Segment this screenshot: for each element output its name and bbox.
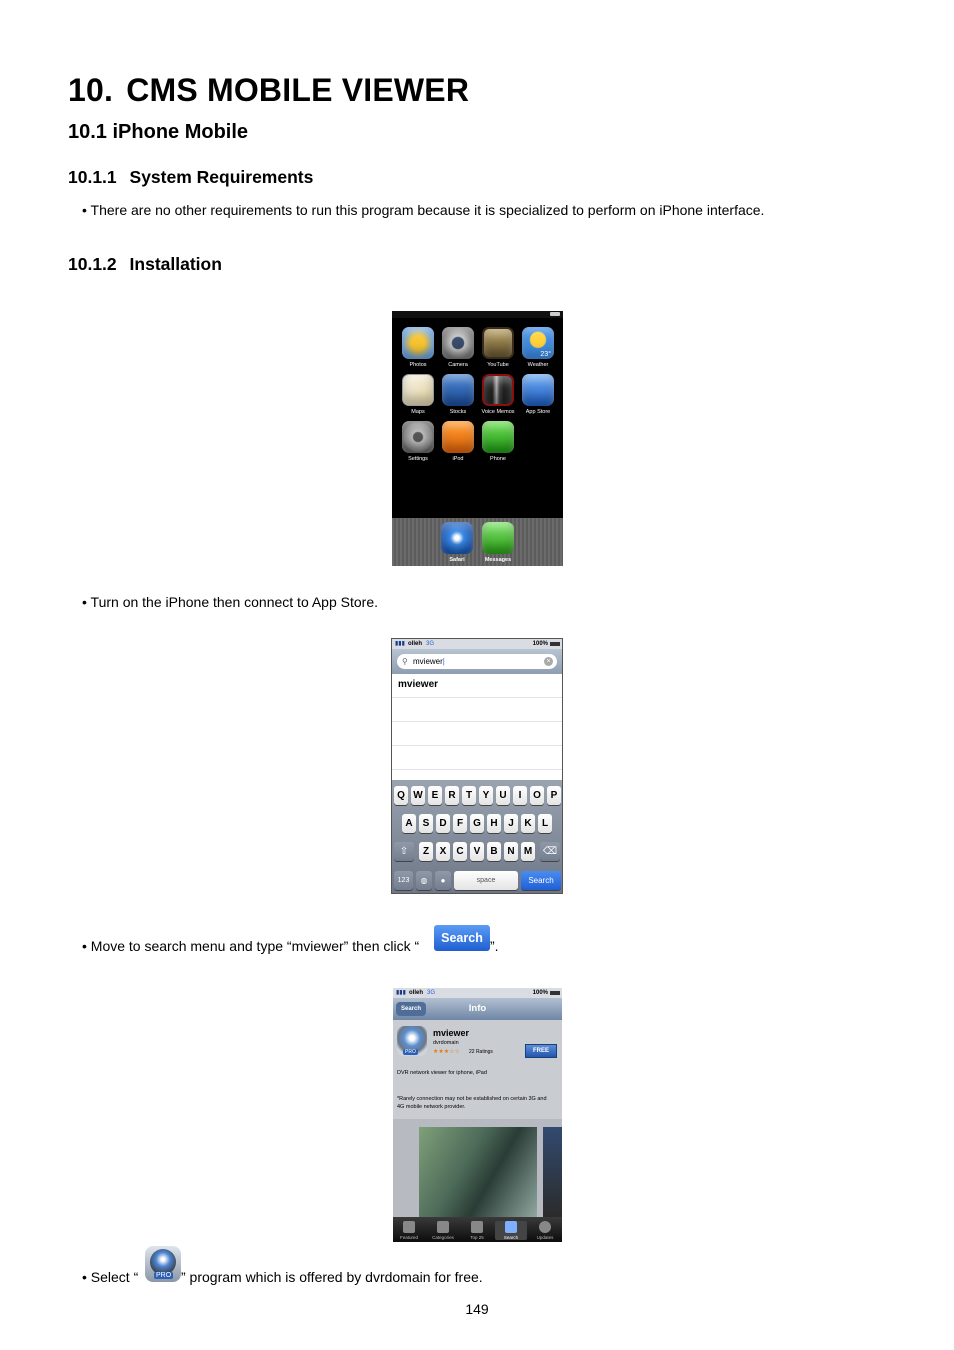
- chapter-title: CMS MOBILE VIEWER: [126, 72, 470, 108]
- status-bar: [393, 988, 562, 998]
- key-y[interactable]: Y: [479, 786, 493, 805]
- search-icon: [505, 1221, 517, 1233]
- key-n[interactable]: N: [504, 842, 518, 861]
- key-b[interactable]: B: [487, 842, 501, 861]
- youtube-icon: [482, 327, 514, 359]
- page-number: 149: [465, 1301, 489, 1317]
- battery-icon: [550, 642, 560, 646]
- developer-name: dvrdomain: [433, 1040, 459, 1046]
- bullet-requirements: • There are no other requirements to run this program because it is specialized to perform on iPhone interface.: [82, 202, 765, 218]
- bullet-select-end: ” program which is offered by dvrdomain for free.: [181, 1269, 483, 1285]
- app-label: Photos: [409, 362, 427, 368]
- gear-icon: [402, 421, 434, 453]
- tab-search[interactable]: Search: [495, 1221, 527, 1240]
- keyboard: [392, 780, 562, 893]
- suggestion-text: mviewer: [398, 679, 439, 690]
- tab-featured[interactable]: Featured: [393, 1221, 425, 1240]
- search-bar: [392, 649, 562, 674]
- globe-icon[interactable]: ◍: [416, 871, 432, 890]
- keyboard-search-key[interactable]: Search: [521, 871, 561, 890]
- subsection-number: 10.1.2: [68, 254, 117, 274]
- bullet-search: [82, 938, 419, 954]
- key-e[interactable]: E: [428, 786, 442, 805]
- network: 3G: [426, 641, 435, 647]
- network: 3G: [427, 990, 436, 996]
- app-label: YouTube: [487, 362, 509, 368]
- description-line: DVR network viewer for iphone, iPad: [397, 1070, 487, 1076]
- app-label: Maps: [411, 409, 425, 415]
- app-label: Messages: [484, 557, 512, 563]
- signal-icon: ▮▮▮: [395, 641, 405, 647]
- iphone-search-screenshot: [391, 638, 563, 894]
- key-s[interactable]: S: [419, 814, 433, 833]
- free-button[interactable]: FREE: [525, 1044, 557, 1058]
- stocks-icon: [442, 374, 474, 406]
- tab-categories[interactable]: Categories: [427, 1221, 459, 1240]
- search-input[interactable]: ⚲ mviewer| ×: [397, 654, 557, 669]
- youtube-app[interactable]: [478, 327, 518, 368]
- key-a[interactable]: A: [402, 814, 416, 833]
- pro-badge: PRO: [405, 1049, 416, 1055]
- weather-app[interactable]: [518, 327, 558, 368]
- status-bar: [392, 639, 562, 649]
- carrier: olleh: [408, 641, 423, 647]
- key-c[interactable]: C: [453, 842, 467, 861]
- featured-icon: [403, 1221, 415, 1233]
- nav-title: Info: [468, 1003, 487, 1014]
- key-t[interactable]: T: [462, 786, 476, 805]
- messages-app[interactable]: [478, 522, 518, 563]
- battery-level: 100%: [532, 990, 548, 996]
- app-label: Safari: [449, 557, 465, 563]
- microphone-icon[interactable]: ●: [435, 871, 451, 890]
- nav-bar: [393, 998, 562, 1020]
- backspace-key[interactable]: ⌫: [540, 842, 560, 861]
- key-v[interactable]: V: [470, 842, 484, 861]
- download-icon: [539, 1221, 551, 1233]
- key-d[interactable]: D: [436, 814, 450, 833]
- photos-icon: [402, 327, 434, 359]
- app-label: Camera: [448, 362, 468, 368]
- bullet-select: • Select “: [82, 1269, 139, 1285]
- app-label: Phone: [490, 456, 506, 462]
- ratings-count: 22 Ratings: [469, 1049, 493, 1055]
- app-label: Settings: [408, 456, 428, 462]
- key-u[interactable]: U: [496, 786, 510, 805]
- numbers-key[interactable]: 123: [394, 871, 413, 890]
- list-item: [392, 722, 562, 746]
- key-h[interactable]: H: [487, 814, 501, 833]
- clear-icon[interactable]: ×: [544, 657, 553, 666]
- preview-image-next: [543, 1127, 562, 1217]
- mviewer-app-icon[interactable]: [397, 1026, 427, 1056]
- description-note: *Rarely connection may not be established on certain 3G and 4G mobile network provider.: [397, 1096, 547, 1110]
- star-rating: ★★★☆☆: [433, 1049, 460, 1055]
- search-icon: ⚲: [402, 657, 408, 666]
- battery-level: 100%: [532, 641, 548, 647]
- app-store-icon: [522, 374, 554, 406]
- microphone-icon: [482, 374, 514, 406]
- subsection-heading-installation: [68, 254, 222, 275]
- section-heading: 10.1 iPhone Mobile: [68, 121, 249, 143]
- status-bar: [392, 311, 563, 318]
- star-icon: [471, 1221, 483, 1233]
- chapter-heading: [68, 72, 469, 109]
- subsection-title: System Requirements: [129, 167, 314, 187]
- chapter-number: 10.: [68, 72, 114, 108]
- phone-icon: [482, 421, 514, 453]
- subsection-number: 10.1.1: [68, 167, 117, 187]
- key-j[interactable]: J: [504, 814, 518, 833]
- tab-updates[interactable]: Updates: [529, 1221, 561, 1240]
- screenshot-gallery[interactable]: [393, 1119, 562, 1217]
- tab-top-25[interactable]: Top 25: [461, 1221, 493, 1240]
- mviewer-pro-icon: [145, 1246, 181, 1282]
- key-k[interactable]: K: [521, 814, 535, 833]
- key-f[interactable]: F: [453, 814, 467, 833]
- dock: [392, 518, 563, 566]
- key-g[interactable]: G: [470, 814, 484, 833]
- stocks-app[interactable]: [438, 374, 478, 415]
- key-r[interactable]: R: [445, 786, 459, 805]
- bullet-text: • Move to search menu and type “mviewer” then click “: [82, 938, 420, 954]
- categories-icon: [437, 1221, 449, 1233]
- key-x[interactable]: X: [436, 842, 450, 861]
- app-label: Stocks: [449, 409, 467, 415]
- ipod-icon: [442, 421, 474, 453]
- key-l[interactable]: L: [538, 814, 552, 833]
- preview-image: [419, 1127, 537, 1217]
- key-m[interactable]: M: [521, 842, 535, 861]
- key-w[interactable]: W: [411, 786, 425, 805]
- compass-icon: [441, 522, 473, 554]
- subsection-title: Installation: [129, 254, 222, 274]
- search-button-image: Search: [434, 925, 490, 951]
- key-z[interactable]: Z: [419, 842, 433, 861]
- tab-bar: [393, 1217, 562, 1242]
- search-query: mviewer: [413, 657, 443, 666]
- maps-app[interactable]: [398, 374, 438, 415]
- message-bubble-icon: [482, 522, 514, 554]
- weather-temp: 23°: [540, 351, 551, 358]
- ipod-app[interactable]: [438, 421, 478, 462]
- key-o[interactable]: O: [530, 786, 544, 805]
- app-store-app[interactable]: [518, 374, 558, 415]
- key-i[interactable]: I: [513, 786, 527, 805]
- iphone-info-screenshot: [393, 988, 562, 1242]
- weather-icon: [522, 327, 554, 359]
- settings-app[interactable]: [398, 421, 438, 462]
- key-p[interactable]: P: [547, 786, 561, 805]
- maps-icon: [402, 374, 434, 406]
- photos-app[interactable]: [398, 327, 438, 368]
- space-key[interactable]: space: [454, 871, 518, 890]
- camera-icon: [442, 327, 474, 359]
- key-q[interactable]: Q: [394, 786, 408, 805]
- bullet-search-end: ”.: [490, 938, 499, 954]
- phone-app[interactable]: [478, 421, 518, 462]
- app-label: App Store: [525, 409, 551, 415]
- camera-app[interactable]: [438, 327, 478, 368]
- list-item: [392, 746, 562, 770]
- safari-app[interactable]: [437, 522, 477, 563]
- iphone-home-screenshot: [392, 311, 563, 566]
- carrier: olleh: [409, 990, 424, 996]
- voice-memos-app[interactable]: [478, 374, 518, 415]
- subsection-heading-requirements: [68, 167, 313, 188]
- signal-icon: ▮▮▮: [396, 990, 406, 996]
- app-label: Weather: [527, 362, 549, 368]
- bullet-app-store: • Turn on the iPhone then connect to App Store.: [82, 594, 378, 610]
- back-button[interactable]: Search: [396, 1002, 426, 1016]
- app-name: mviewer: [433, 1028, 470, 1038]
- battery-icon: [550, 991, 560, 995]
- suggestion-row[interactable]: [392, 674, 562, 698]
- list-item: [392, 698, 562, 722]
- shift-key[interactable]: ⇧: [394, 842, 414, 861]
- pro-badge: PRO: [156, 1272, 172, 1279]
- app-label: iPod: [452, 456, 464, 462]
- app-label: Voice Memos: [481, 409, 515, 415]
